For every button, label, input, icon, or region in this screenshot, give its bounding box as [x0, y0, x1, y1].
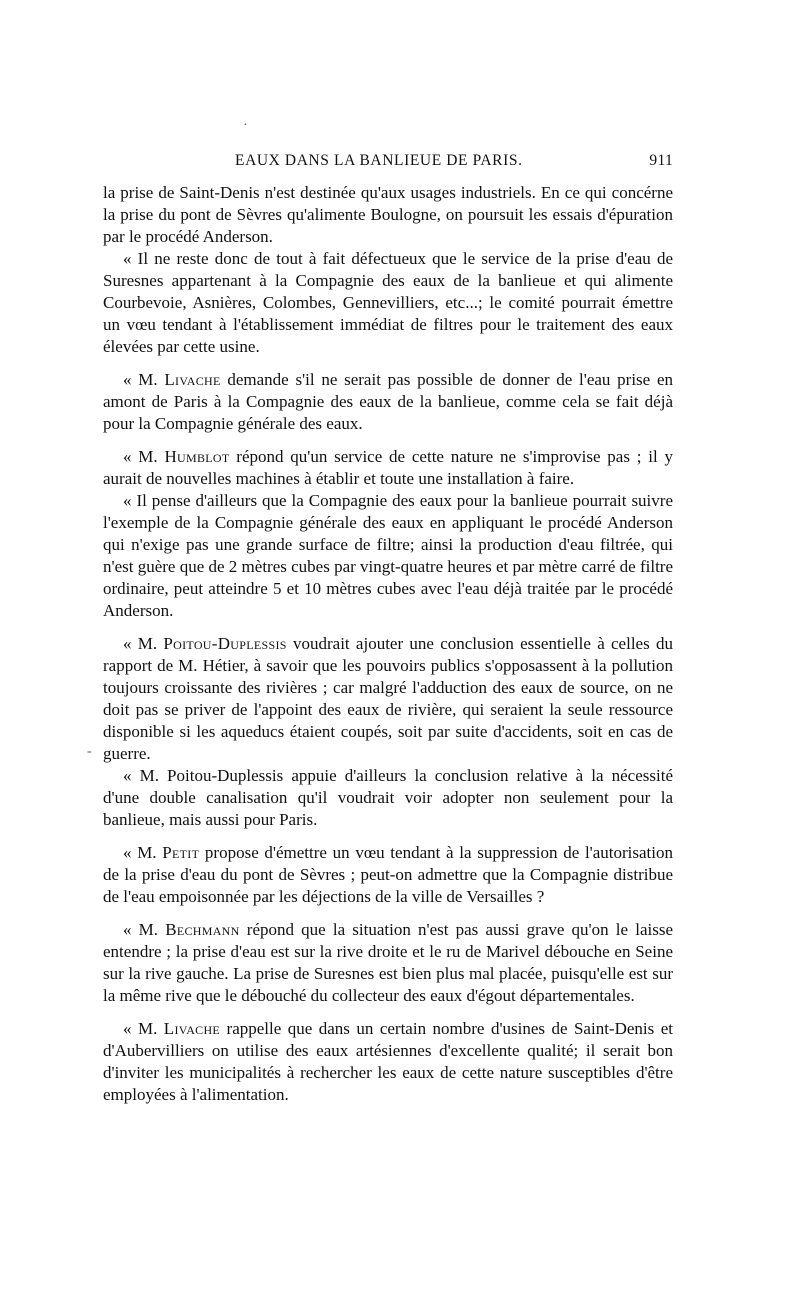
- paragraph-humblot-reply: « M. Humblot répond qu'un service de cette nature ne s'improvise pas ; il y aurait de nouvelles machines à établir et toute une installation à faire.: [103, 447, 673, 488]
- speaker-name: Humblot: [164, 447, 230, 466]
- paragraph-humblot-continued: « Il pense d'ailleurs que la Compagnie des eaux pour la banlieue pourrait suivre l'exemple de la Compagnie générale des eaux en appliquant le procédé Anderson qui n'exige pas une grande surface de filtre; ainsi la production d'eau filtrée, qui n'est guère que de 2 mètres cubes par vingt-quatre heures et par mètre carré de filtre ordinaire, peut atteindre 5 et 10 mètres cubes avec l'eau déjà traitée par le procédé Anderson.: [103, 491, 673, 620]
- stray-ink-mark: ·: [243, 118, 248, 133]
- paragraph-suresnes: « Il ne reste donc de tout à fait défectueux que le service de la prise d'eau de Suresnes appartenant à la Compagnie des eaux de la banlieue et qui alimente Courbevoie, Asnières, Colombes, Gennevilliers, etc...; le comité pourrait émettre un vœu tendant à l'établissement immédiat de filtres pour le traitement des eaux élevées par cette usine.: [103, 249, 673, 356]
- paragraph-bechmann: « M. Bechmann répond que la situation n'est pas aussi grave qu'on le laisse entendre ; la prise d'eau est sur la rive droite et le ru de Marivel débouche en Seine sur la rive gauche. La prise de Suresnes est bien plus mal placée, puisqu'elle est sur la même rive que le débouché du collecteur des eaux d'égout départementales.: [103, 920, 673, 1005]
- paragraph-continuation: la prise de Saint-Denis n'est destinée qu'aux usages industriels. En ce qui concérne la prise du pont de Sèvres qu'alimente Boulogne, on poursuit les essais d'épuration par le procédé Anderson.: [103, 183, 673, 246]
- running-title: EAUX DANS LA BANLIEUE DE PARIS.: [235, 152, 523, 169]
- paragraph-livache-recall: « M. Livache rappelle que dans un certain nombre d'usines de Saint-Denis et d'Aubervilliers on utilise des eaux artésiennes d'excellente qualité; il serait bon d'inviter les municipalités à rechercher les eaux de cette nature susceptibles d'être employées à l'alimentation.: [103, 1019, 673, 1104]
- stray-ink-mark: ‑: [87, 744, 92, 759]
- paragraph-petit: « M. Petit propose d'émettre un vœu tendant à la suppression de l'autorisation de la prise d'eau du pont de Sèvres ; peut-on admettre que la Compagnie distribue de l'eau empoisonnée par les déjections de la ville de Versailles ?: [103, 843, 673, 906]
- speaker-name: Livache: [163, 1019, 221, 1038]
- page-number: 911: [649, 152, 673, 169]
- page-header: [103, 150, 673, 174]
- paragraph-poitou-duplessis-continued: « M. Poitou-Duplessis appuie d'ailleurs la conclusion relative à la nécessité d'une double canalisation qu'il voudrait voir adopter non seulement pour la banlieue, mais aussi pour Paris.: [103, 766, 673, 829]
- speaker-name: Poitou-Duplessis: [163, 634, 287, 653]
- paragraph-livache-question: « M. Livache demande s'il ne serait pas possible de donner de l'eau prise en amont de Paris à la Compagnie des eaux de la banlieue, comme cela se fait déjà pour la Compagnie générale des eaux.: [103, 370, 673, 433]
- speaker-name: Bechmann: [165, 920, 240, 939]
- speaker-name: Livache: [164, 370, 221, 389]
- paragraph-poitou-duplessis: « M. Poitou-Duplessis voudrait ajouter une conclusion essentielle à celles du rapport de M. Hétier, à savoir que les pouvoirs publics s'opposassent à la pollution toujours croissante des rivières ; car malgré l'adduction des eaux de source, on ne doit pas se priver de l'appoint des eaux de rivière, qui seraient la seule ressource disponible si les aqueducs étaient coupés, soit par suite d'accidents, soit en cas de guerre.: [103, 634, 673, 763]
- speaker-name: Petit: [162, 843, 200, 862]
- book-page: [103, 150, 673, 1106]
